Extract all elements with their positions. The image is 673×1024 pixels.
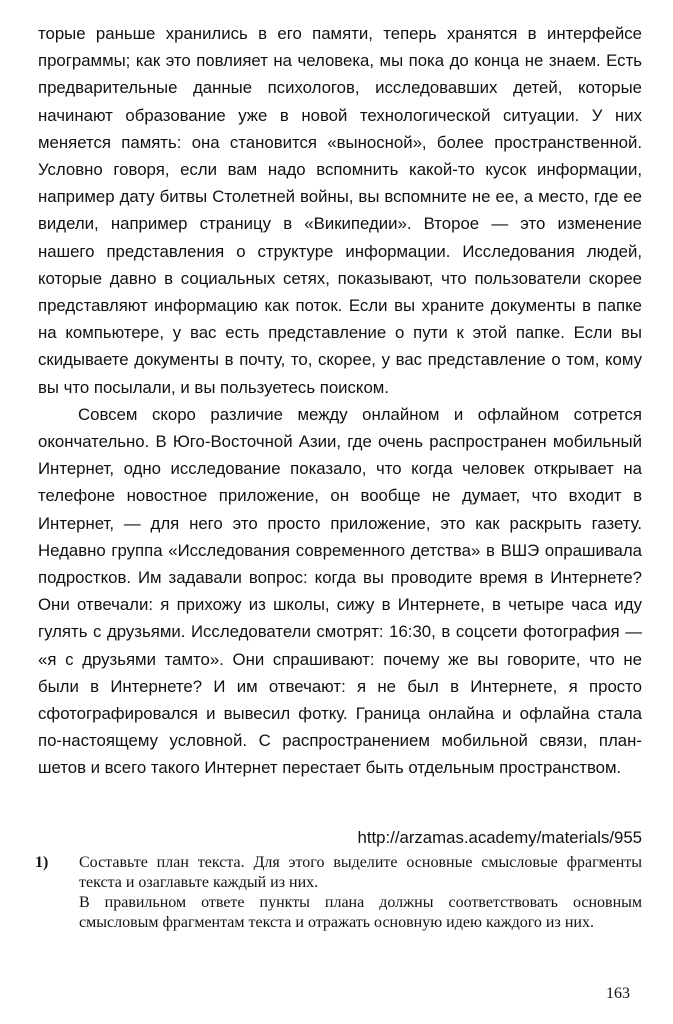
article-text: [38, 20, 642, 782]
task-criteria: В правильном ответе пункты плана должны соответствовать основным смысловым фрагментам текста и отражать основную идею каждого из них.: [79, 894, 642, 931]
task-number: 1): [35, 854, 49, 871]
task-body: [79, 853, 642, 933]
paragraph-memory-and-information: торые раньше хранились в его памяти, теперь хранятся в интерфейсе программы; как это повлияет на человека, мы пока до конца не знаем. Есть предварительные данные психологов, исследовавших детей, которые начинают образование уже в новой технологической ситуации. У них меняется память: она становится «выносной», более пространственной. Условно говоря, если вам надо вспомнить какой-то кусок информации, например дату битвы Столетней войны, вы вспомните не ее, а место, где ее видели, например страницу в «Википедии». Второе — это изменение нашего представления о структуре информации. Исследования людей, которые давно в социальных сетях, показывают, что пользователи скорее представляют информацию как поток. Если вы храните документы в папке на компьютере, у вас есть представление о пути к этой папке. Если вы скидываете документы в почту, то, скорее, у вас представление о том, кому вы что посылали, и вы пользуетесь поиском.: [38, 24, 642, 397]
page-number: 163: [606, 985, 630, 1002]
task-instruction: Составьте план текста. Для этого выделите основные смысловые фрагменты текста и озаглавьте каждый из них.: [79, 854, 642, 891]
paragraph-online-offline: Совсем скоро различие между онлайном и офлайном сотрется окончательно. В Юго-Восточной Азии, где очень распространен мобильный Интернет, одно исследование показало, что когда человек открывает на телефоне новостное приложение, он вообще не думает, что входит в Интернет, — для него это просто приложение, это как раскрыть газету. Недавно группа «Исследования современного детства» в ВШЭ опрашивала подростков. Им задавали вопрос: когда вы проводите время в Интернете? Они отвечали: я прихожу из школы, сижу в Интернете, в четыре часа иду гулять с друзьями. Исследователи смотрят: 16:30, в соцсети фотография — «я с друзьями тамто». Они спрашивают: почему же вы говорите, что не были в Интернете? И им отвечают: я не был в Интернете, я просто сфотографировался и вывесил фотку. Граница онлайна и офлайна стала по-настоящему условной. С распространением мобильной связи, планшетов и всего такого Интернет перестает быть отдельным пространством.: [38, 404, 642, 778]
source-link: http://arzamas.academy/materials/955: [357, 828, 642, 847]
task-block: [35, 853, 642, 933]
